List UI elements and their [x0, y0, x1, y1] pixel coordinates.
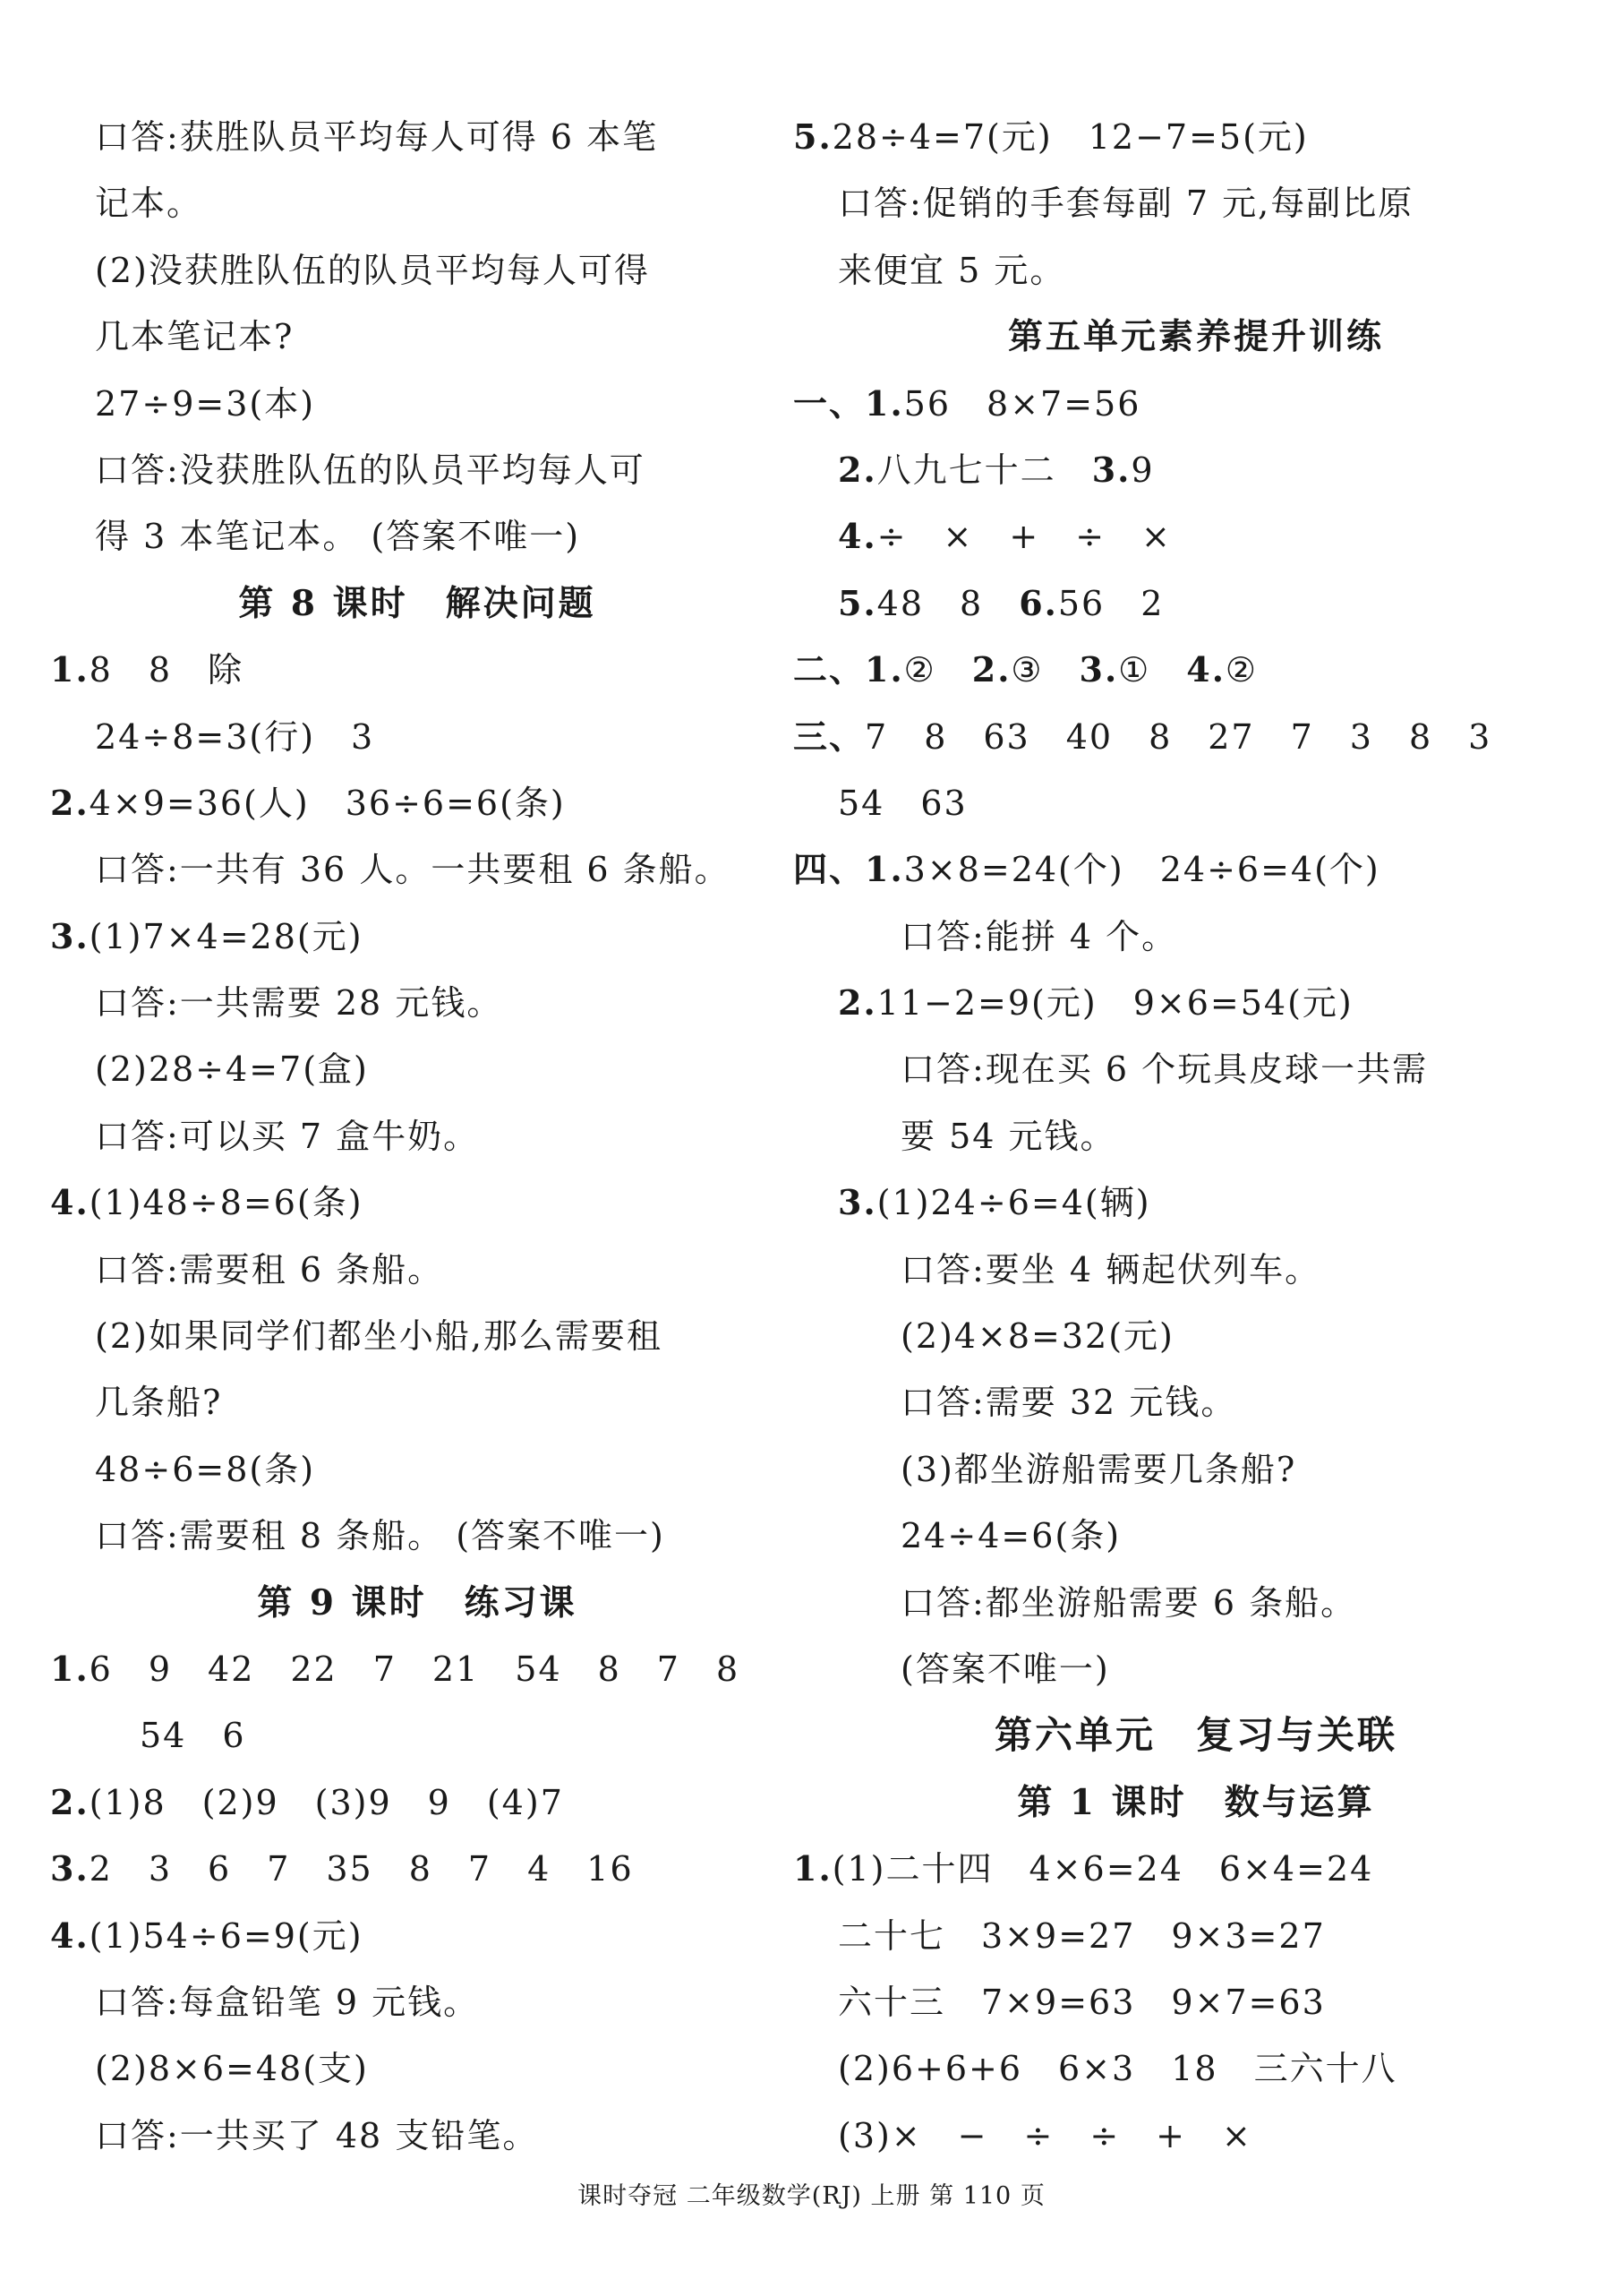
question-number: 2. — [50, 782, 90, 823]
answer-text: (1)7×4=28(元) — [89, 916, 363, 956]
right-answer-line — [793, 1369, 1599, 1435]
question-number: 4. — [50, 1915, 90, 1956]
answer-text: 二十七 3×9=27 9×3=27 — [838, 1915, 1326, 1956]
right-answer-line — [793, 1237, 1599, 1303]
right-answer-line — [793, 1036, 1599, 1102]
answer-text: 24÷4=6(条) — [901, 1516, 1122, 1556]
answer-text: 几条船? — [95, 1383, 223, 1423]
left-answer-line — [50, 2035, 784, 2102]
answer-text: ③ — [1011, 650, 1080, 690]
right-answer-line — [793, 503, 1599, 570]
question-number: 2. — [838, 982, 877, 1024]
right-answer-line — [793, 1303, 1599, 1369]
answer-text: 3×8=24(个) 24÷6=4(个) — [903, 850, 1380, 890]
question-number: 2. — [838, 449, 877, 490]
left-answer-line — [50, 437, 784, 503]
answer-text: 来便宜 5 元。 — [838, 250, 1066, 290]
answer-text: 28÷4=7(元) 12−7=5(元) — [832, 117, 1309, 157]
left-answer-line — [50, 1503, 784, 1569]
left-answer-line — [50, 770, 784, 836]
right-answer-line — [793, 170, 1599, 236]
left-answer-line — [50, 1103, 784, 1169]
answer-text: 口答:能拼 4 个。 — [901, 916, 1178, 956]
answer-text: 几本笔记本? — [95, 317, 295, 357]
right-answer-line — [793, 970, 1599, 1036]
question-number: 四、1. — [793, 849, 904, 890]
question-number: 5. — [838, 582, 877, 623]
question-number: 1. — [50, 649, 90, 690]
left-answer-line — [50, 1036, 784, 1102]
question-number: 一、1. — [793, 382, 904, 424]
question-number: 6. — [1019, 582, 1058, 623]
section-heading-text: 第 9 课时 练习课 — [257, 1581, 577, 1623]
answer-text: ÷ × + ÷ × — [876, 517, 1172, 557]
left-answer-line — [50, 637, 784, 703]
left-answer-line — [50, 371, 784, 437]
question-number: 2. — [971, 649, 1012, 690]
answer-text: 口答:需要租 8 条船。 (答案不唯一) — [95, 1516, 665, 1556]
section-heading-text: 第五单元素养提升训练 — [1007, 316, 1384, 358]
left-answer-line — [50, 1237, 784, 1303]
left-answer-line — [50, 1636, 784, 1702]
left-answer-line — [50, 304, 784, 370]
answer-text: (2)28÷4=7(盒) — [95, 1049, 369, 1090]
question-number: 3. — [50, 1848, 90, 1889]
answer-text: 54 6 — [140, 1716, 246, 1756]
answer-text: 56 8×7=56 — [903, 383, 1141, 424]
left-answer-line — [50, 970, 784, 1036]
answer-text: (1)24÷6=4(辆) — [876, 1183, 1151, 1223]
answer-text: 口答:一共买了 48 支铅笔。 — [95, 2115, 539, 2155]
answer-text: 4×9=36(人) 36÷6=6(条) — [89, 783, 566, 823]
right-answer-line — [793, 1503, 1599, 1569]
answer-text: (2)没获胜队伍的队员平均每人可得 — [95, 250, 650, 290]
right-column — [793, 104, 1599, 2169]
right-answer-line — [793, 704, 1599, 770]
section-heading-text: 第六单元 复习与关联 — [994, 1713, 1397, 1758]
left-answer-line — [50, 104, 784, 170]
answer-text: (1)48÷8=6(条) — [89, 1183, 363, 1223]
answer-text: (1)二十四 4×6=24 6×4=24 — [832, 1849, 1374, 1889]
left-answer-line — [50, 2103, 784, 2169]
answer-text: 口答:一共需要 28 元钱。 — [95, 983, 503, 1024]
answer-text: 56 2 — [1057, 583, 1165, 623]
answer-text: ② — [903, 650, 972, 690]
right-answer-line — [793, 371, 1599, 437]
right-answer-line — [793, 1103, 1599, 1169]
right-answer-line — [793, 2035, 1599, 2102]
left-answer-line — [50, 836, 784, 903]
answer-text: (1)8 (2)9 (3)9 9 (4)7 — [89, 1782, 564, 1822]
left-answer-line — [50, 1702, 784, 1769]
question-number: 1. — [793, 1848, 833, 1889]
answer-text: 口答:获胜队员平均每人可得 6 本笔 — [95, 117, 659, 157]
section-heading-text: 第 8 课时 解决问题 — [238, 582, 596, 624]
answer-text: 口答:需要租 6 条船。 — [95, 1249, 444, 1289]
right-answer-line — [793, 437, 1599, 503]
left-answer-line — [50, 1303, 784, 1369]
left-answer-line — [50, 1436, 784, 1503]
answer-text: 6 9 42 22 7 21 54 8 7 8 — [89, 1649, 740, 1689]
right-answer-line — [793, 1969, 1599, 2035]
right-answer-line — [793, 1903, 1599, 1969]
answer-text: 得 3 本笔记本。 (答案不唯一) — [95, 517, 581, 557]
section-heading — [793, 1769, 1599, 1836]
question-number: 二、1. — [793, 649, 904, 690]
left-answer-line — [50, 704, 784, 770]
question-number: 4. — [1186, 649, 1226, 690]
answer-text: 口答:现在买 6 个玩具皮球一共需 — [901, 1049, 1429, 1090]
answer-text: 54 63 — [838, 783, 968, 823]
answer-text: 11−2=9(元) 9×6=54(元) — [876, 983, 1354, 1024]
answer-text: (2)6+6+6 6×3 18 三六十八 — [838, 2049, 1397, 2089]
right-answer-line — [793, 770, 1599, 836]
left-answer-line — [50, 503, 784, 570]
question-number: 4. — [50, 1182, 90, 1223]
question-number: 3. — [1091, 449, 1132, 490]
page-footer: 课时夺冠 二年级数学(RJ) 上册 第 110 页 — [577, 2182, 1046, 2210]
right-answer-line — [793, 570, 1599, 637]
answer-text: 2 3 6 7 35 8 7 4 16 — [89, 1849, 634, 1889]
left-answer-line — [50, 1169, 784, 1236]
left-answer-line — [50, 904, 784, 970]
answer-text: 9 — [1131, 450, 1155, 490]
answer-text: 口答:没获胜队伍的队员平均每人可 — [95, 450, 645, 490]
answer-text: ① — [1118, 650, 1187, 690]
right-answer-line — [793, 1570, 1599, 1636]
question-number: 三、 — [793, 715, 866, 757]
answer-text: (2)8×6=48(支) — [95, 2049, 369, 2089]
answer-text: 口答:促销的手套每副 7 元,每副比原 — [838, 184, 1414, 224]
answer-text: 六十三 7×9=63 9×7=63 — [838, 1982, 1326, 2022]
answer-text: (答案不唯一) — [901, 1649, 1110, 1689]
right-answer-line — [793, 1636, 1599, 1702]
right-answer-line — [793, 904, 1599, 970]
right-answer-line — [793, 2103, 1599, 2169]
answer-text: (3)都坐游船需要几条船? — [901, 1449, 1297, 1489]
answer-text: 口答:一共有 36 人。一共要租 6 条船。 — [95, 850, 730, 890]
answer-text: 口答:每盒铅笔 9 元钱。 — [95, 1982, 480, 2022]
section-heading — [793, 1702, 1599, 1769]
question-number: 4. — [838, 516, 877, 557]
left-answer-line — [50, 1836, 784, 1902]
answer-text: (2)4×8=32(元) — [901, 1316, 1175, 1357]
answer-text: ② — [1225, 650, 1258, 690]
answer-text: 27÷9=3(本) — [95, 383, 316, 424]
question-number: 3. — [838, 1182, 877, 1223]
left-answer-line — [50, 1903, 784, 1969]
left-answer-line — [50, 1969, 784, 2035]
section-heading-text: 第 1 课时 数与运算 — [1017, 1781, 1375, 1823]
right-answer-line — [793, 104, 1599, 170]
right-answer-line — [793, 836, 1599, 903]
question-number: 3. — [50, 915, 90, 956]
answer-text: 要 54 元钱。 — [901, 1116, 1116, 1156]
right-answer-line — [793, 1169, 1599, 1236]
answer-text: 口答:可以买 7 盒牛奶。 — [95, 1116, 480, 1156]
question-number: 5. — [793, 116, 833, 157]
answer-text: 口答:需要 32 元钱。 — [901, 1383, 1237, 1423]
right-answer-line — [793, 1436, 1599, 1503]
left-answer-line — [50, 237, 784, 304]
right-answer-line — [793, 237, 1599, 304]
answer-text: (3)× − ÷ ÷ + × — [838, 2115, 1252, 2155]
left-answer-line — [50, 170, 784, 236]
answer-text: 口答:要坐 4 辆起伏列车。 — [901, 1249, 1321, 1289]
answer-text: 48 8 — [876, 583, 1020, 623]
answer-text: 24÷8=3(行) 3 — [95, 716, 375, 757]
answer-text: 记本。 — [95, 184, 203, 224]
right-answer-line — [793, 1836, 1599, 1902]
answer-text: 48÷6=8(条) — [95, 1449, 316, 1489]
left-answer-line — [50, 1369, 784, 1435]
left-answer-line — [50, 1769, 784, 1836]
question-number: 1. — [50, 1648, 90, 1689]
question-number: 2. — [50, 1781, 90, 1822]
section-heading — [793, 304, 1599, 370]
answer-text: (1)54÷6=9(元) — [89, 1915, 363, 1956]
answer-text: 7 8 63 40 8 27 7 3 8 3 — [865, 716, 1492, 757]
section-heading — [50, 570, 784, 637]
answer-text: 8 8 除 — [89, 650, 244, 690]
left-column — [50, 104, 784, 2169]
answer-text: (2)如果同学们都坐小船,那么需要租 — [95, 1316, 662, 1357]
answer-text: 八九七十二 — [876, 450, 1092, 490]
right-answer-line — [793, 637, 1599, 703]
section-heading — [50, 1570, 784, 1636]
question-number: 3. — [1079, 649, 1119, 690]
answer-text: 口答:都坐游船需要 6 条船。 — [901, 1582, 1357, 1623]
